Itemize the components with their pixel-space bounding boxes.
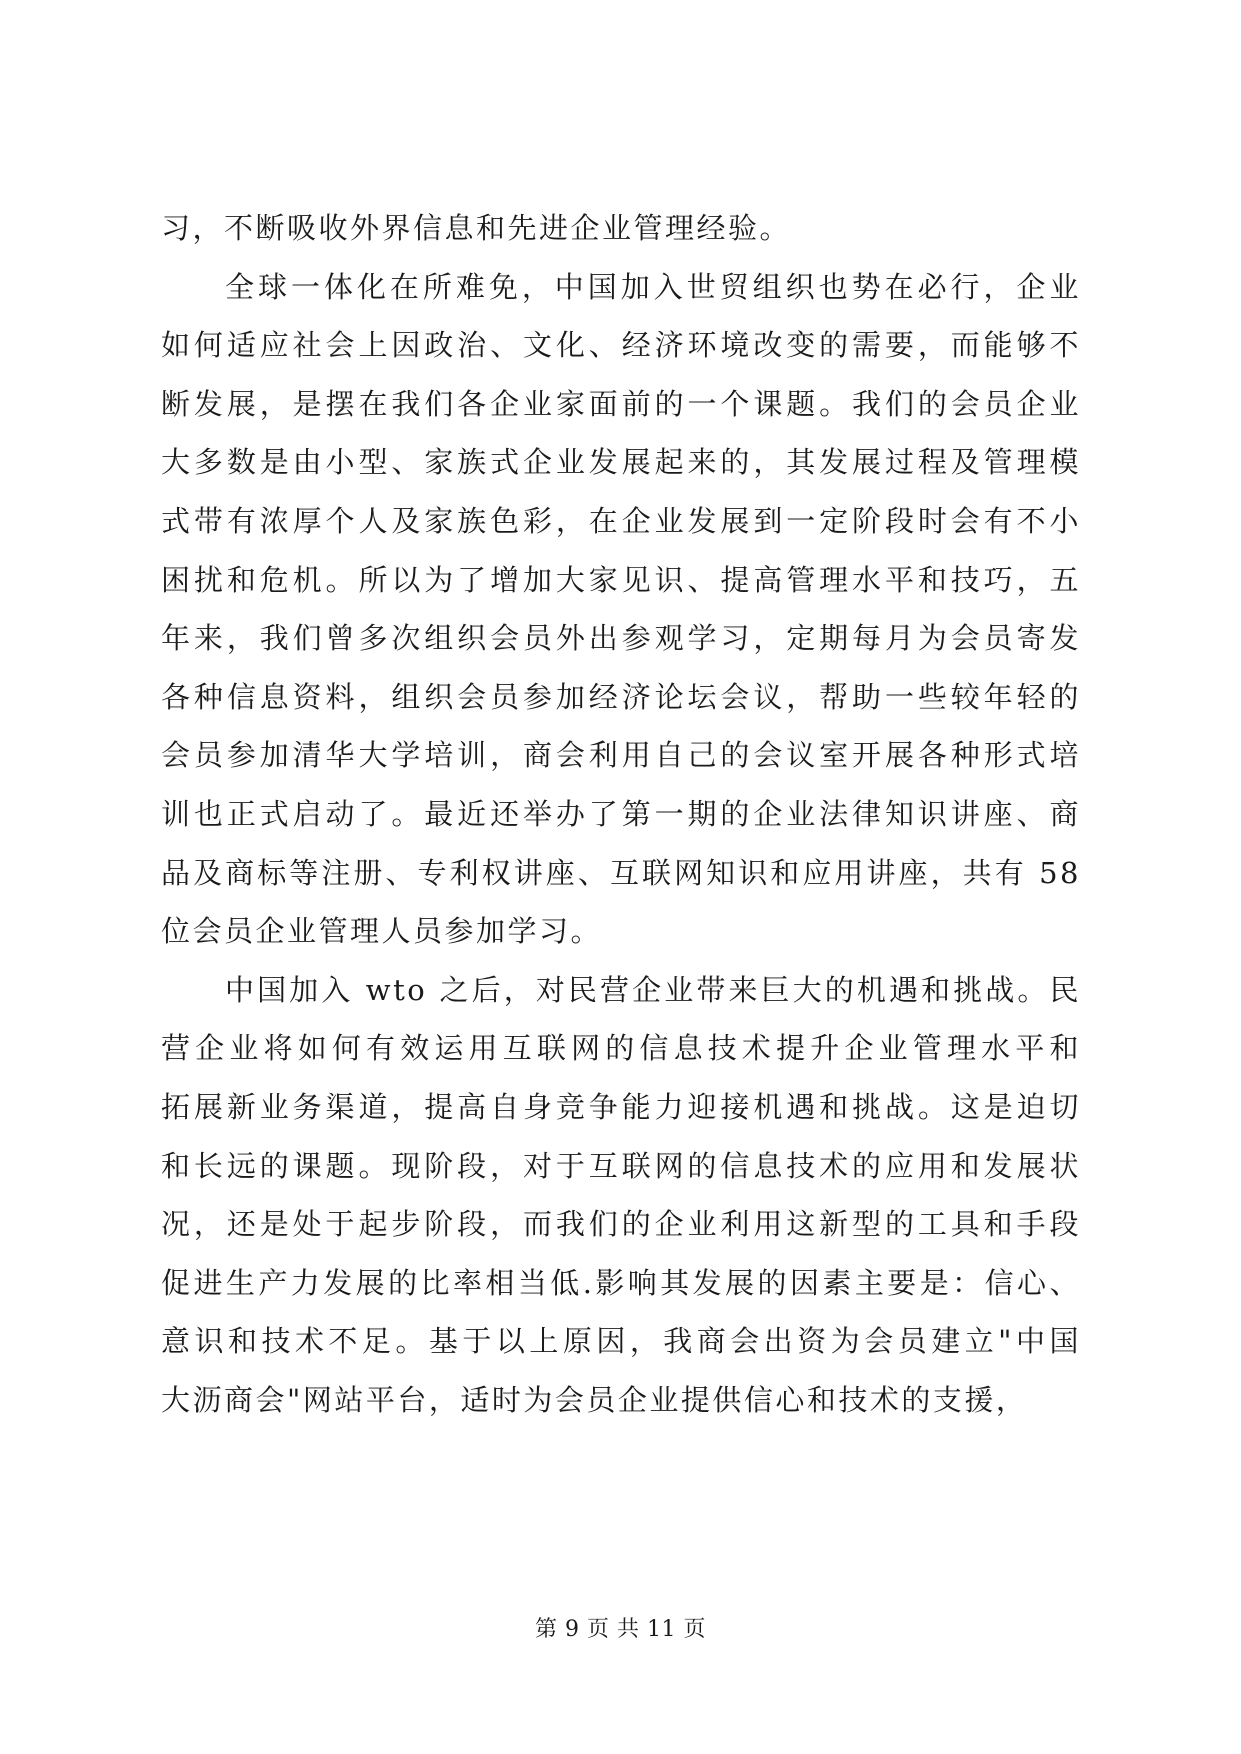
text-line: 断发展，是摆在我们各企业家面前的一个课题。我们的会员企业 [161,386,1081,421]
text-line: 习，不断吸收外界信息和先进企业管理经验。 [161,211,792,245]
text-line: 困扰和危机。所以为了增加大家见识、提高管理水平和技巧，五 [161,562,1081,597]
text-line: 促进生产力发展的比率相当低.影响其发展的因素主要是：信心、 [161,1265,1081,1300]
text-line: 中国加入 wto 之后，对民营企业带来巨大的机遇和挑战。民 [225,972,1081,1007]
text-line: 位会员企业管理人员参加学习。 [161,914,603,949]
body-text [161,199,1081,1429]
text-line: 拓展新业务渠道，提高自身竞争能力迎接机遇和挑战。这是迫切 [161,1089,1081,1124]
text-line: 况，还是处于起步阶段，而我们的企业利用这新型的工具和手段 [161,1207,1081,1242]
text-line: 式带有浓厚个人及家族色彩，在企业发展到一定阶段时会有不小 [161,503,1081,538]
text-line: 和长远的课题。现阶段，对于互联网的信息技术的应用和发展状 [161,1148,1081,1183]
text-line: 品及商标等注册、专利权讲座、互联网知识和应用讲座，共有 58 [161,855,1081,890]
text-line: 营企业将如何有效运用互联网的信息技术提升企业管理水平和 [161,1031,1081,1066]
text-line: 如何适应社会上因政治、文化、经济环境改变的需要，而能够不 [161,328,1081,363]
text-line: 大多数是由小型、家族式企业发展起来的，其发展过程及管理模 [161,445,1081,480]
text-line: 意识和技术不足。基于以上原因，我商会出资为会员建立"中国 [161,1324,1081,1359]
page-footer: 第 9 页 共 11 页 [535,1617,706,1642]
text-line: 会员参加清华大学培训，商会利用自己的会议室开展各种形式培 [161,738,1081,773]
text-line: 各种信息资料，组织会员参加经济论坛会议，帮助一些较年轻的 [161,679,1081,714]
text-line: 大沥商会"网站平台，适时为会员企业提供信心和技术的支援， [161,1382,1028,1417]
text-line: 训也正式启动了。最近还举办了第一期的企业法律知识讲座、商 [161,796,1081,831]
text-line: 年来，我们曾多次组织会员外出参观学习，定期每月为会员寄发 [161,621,1081,656]
text-line: 全球一体化在所难免，中国加入世贸组织也势在必行，企业 [225,269,1081,304]
